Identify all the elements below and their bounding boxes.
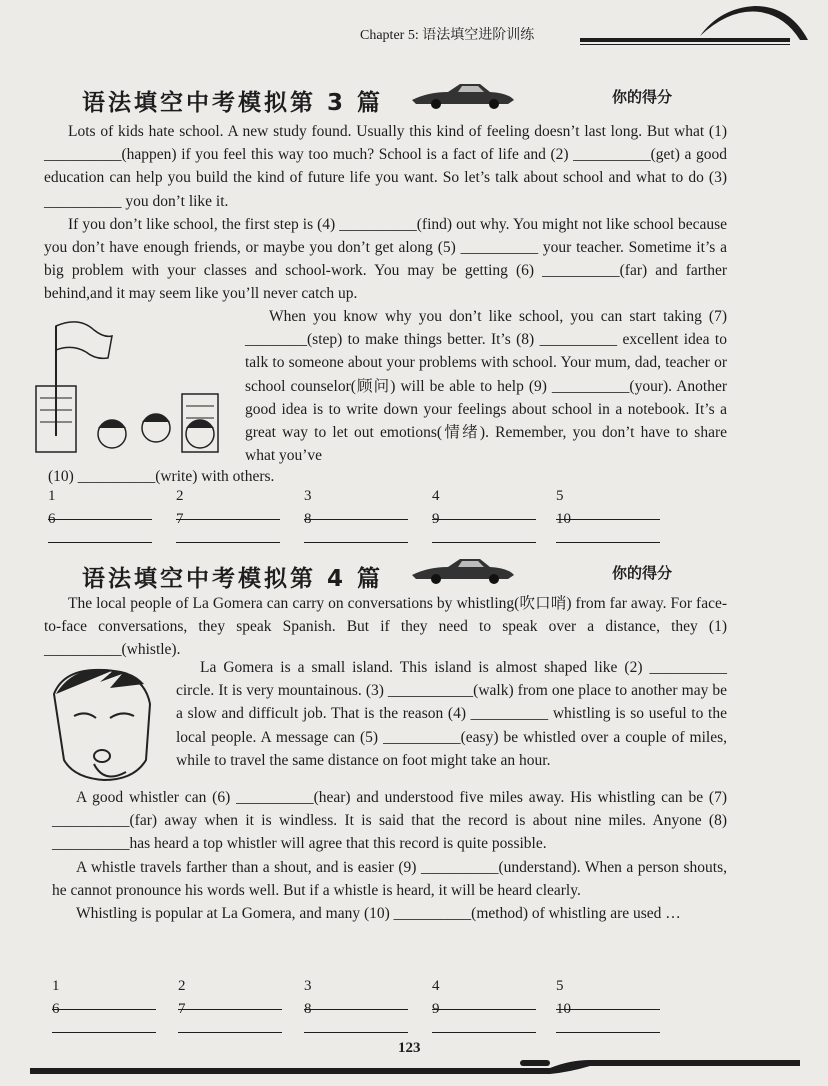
section3-score-label: 你的得分 — [612, 88, 673, 106]
section4-paragraph-5: Whistling is popular at La Gomera, and many (10) __________(method) of whistling are used … — [76, 905, 681, 923]
section4-paragraph-3: A good whistler can (6) __________(hear) and understood five miles away. His whistling can be (7) __________(far) away when it is windless. It is said that the record is about nine miles. Anyone (8) __________has heard a top whistler will agree that this record is quite possible. — [52, 789, 727, 853]
answer-blank[interactable]: 2 — [178, 978, 282, 1015]
answer-blank[interactable]: 10 — [556, 511, 660, 548]
answer-blank[interactable]: 8 — [304, 511, 408, 548]
answer-blank[interactable]: 4 — [432, 978, 536, 1015]
answer-blank[interactable]: 1 — [52, 978, 156, 1015]
answer-blank[interactable]: 9 — [432, 511, 536, 548]
answer-blank[interactable]: 5 — [556, 978, 660, 1015]
school-children-illustration — [34, 316, 240, 464]
answer-blank[interactable]: 7 — [178, 1001, 282, 1038]
whistling-man-illustration — [34, 664, 174, 784]
header-rule-thin — [580, 44, 790, 45]
answer-blank[interactable]: 8 — [304, 1001, 408, 1038]
answer-blank[interactable]: 2 — [176, 488, 280, 525]
answer-blank[interactable]: 7 — [176, 511, 280, 548]
section4-passage-rest — [52, 786, 727, 925]
section3-paragraph-3-end-wrap — [48, 465, 728, 488]
answer-blank[interactable]: 9 — [432, 1001, 536, 1038]
section3-passage — [44, 120, 727, 306]
answer-blank[interactable]: 6 — [52, 1001, 156, 1038]
section4-paragraph-2-wrap — [176, 656, 727, 772]
answer-blank[interactable]: 1 — [48, 488, 152, 525]
section3-paragraph-2: If you don’t like school, the first step is (4) __________(find) out why. You might not like school because you don’t have enough friends, or maybe you don’t get along (5) __________ your teacher. Sometime it’s a big problem with your classes and school-work. You may be getting (6) __________(far) and farther behind,and it may seem like you’ll never catch up. — [44, 215, 727, 303]
section4-score-label: 你的得分 — [612, 564, 673, 582]
answer-blank[interactable]: 4 — [432, 488, 536, 525]
answer-blank[interactable]: 3 — [304, 488, 408, 525]
section4-paragraph-1-wrap — [44, 592, 727, 662]
section4-paragraph-2: La Gomera is a small island. This island is almost shaped like (2) __________ circle. It is very mountainous. (3) ___________(walk) from one place to another may be a slow and difficult job. That is the reason (4) __________ whistling is so useful to the local people. A message can (5) __________(easy) be whistled over a couple of miles, while to travel the same distance on foot might take an hour. — [176, 659, 727, 769]
race-car-icon — [408, 80, 518, 110]
section3-title: 语法填空中考模拟第 3 篇 — [82, 90, 384, 116]
section4-title: 语法填空中考模拟第 4 篇 — [82, 566, 384, 592]
answer-blank[interactable]: 3 — [304, 978, 408, 1015]
header-swoosh-icon — [700, 6, 810, 42]
section3-paragraph-3-end: (10) __________(write) with others. — [48, 468, 275, 485]
section3-paragraph-3-wrap — [245, 305, 727, 467]
race-car-icon — [408, 555, 518, 585]
section3-paragraph-1: Lots of kids hate school. A new study found. Usually this kind of feeling doesn’t last long. But what (1) __________(happen) if you feel this way too much? School is a fact of life and (2) __________(get) a good education can help you build the kind of future life you want. So let’s talk about school and what to do (3) __________ you don’t like it. — [44, 123, 727, 210]
answer-blank[interactable]: 6 — [48, 511, 152, 548]
answer-blank[interactable]: 5 — [556, 488, 660, 525]
chapter-header: Chapter 5: 语法填空进阶训练 — [360, 28, 535, 43]
section4-paragraph-1: The local people of La Gomera can carry on conversations by whistling(吹口哨) from far away. For face-to-face conversations, they speak Spanish. But if they need to speak over a distance, they (1) __________(whistle). — [44, 595, 727, 659]
section4-paragraph-4: A whistle travels farther than a shout, and is easier (9) __________(understand). When a person shouts, he cannot pronounce his words well. But if a whistle is heard, it will be heard clearly. — [52, 858, 727, 899]
footer-swoosh-icon — [30, 1060, 800, 1074]
section3-paragraph-3: When you know why you don’t like school, you can start taking (7) ________(step) to make things better. It’s (8) __________ excellent idea to talk to someone about your problems with school. Your mum, dad, teacher or school counselor(顾问) will be able to help (9) __________(your). Another good idea is to write down your feelings about school in a notebook. It’s a great way to let out emotions(情绪). Remember, you don’t have to share what you’ve — [245, 308, 727, 465]
page-number: 123 — [398, 1040, 421, 1056]
answer-blank[interactable]: 10 — [556, 1001, 660, 1038]
